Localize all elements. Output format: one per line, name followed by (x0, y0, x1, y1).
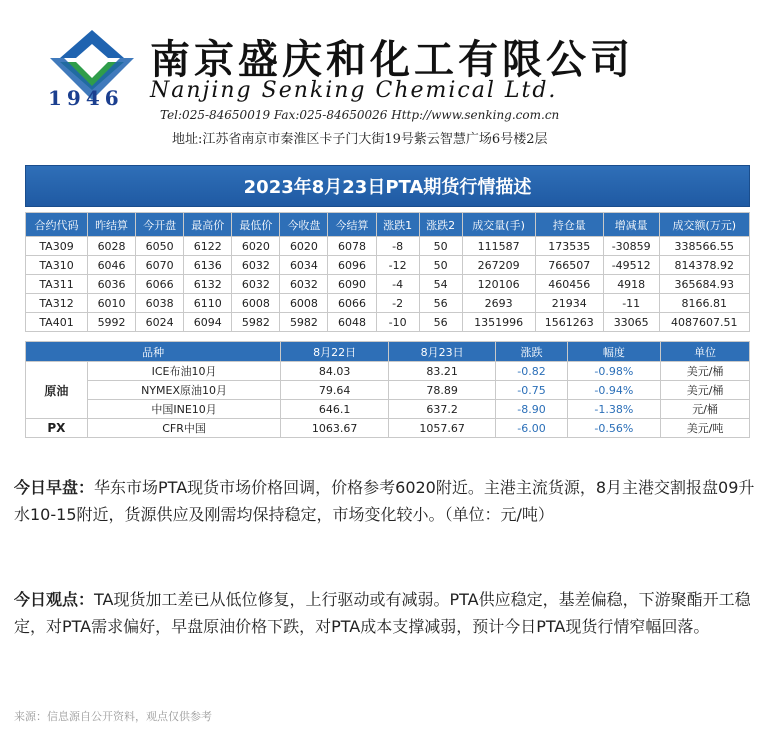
column-header: 昨结算 (88, 213, 136, 237)
morning-text: 华东市场PTA现货市场价格回调，价格参考6020附近。主港主流货源，8月主港交割报盘09升水10-15附近，货源供应及刚需均保持稳定，市场变化较小。（单位：元/吨） (14, 478, 755, 524)
table-cell: -49512 (603, 256, 659, 275)
table-cell: -0.75 (496, 381, 567, 400)
table-cell: 6090 (328, 275, 376, 294)
category-px: PX (26, 419, 88, 438)
table-cell: 56 (419, 313, 462, 332)
table-cell: 56 (419, 294, 462, 313)
table-row (26, 400, 750, 419)
table-cell: 460456 (535, 275, 603, 294)
column-header: 单位 (661, 342, 750, 362)
table-cell: 50 (419, 237, 462, 256)
column-header: 涨跌2 (419, 213, 462, 237)
table-cell: 5982 (232, 313, 280, 332)
table-cell: 6010 (88, 294, 136, 313)
table-cell: 4087607.51 (659, 313, 749, 332)
table-cell: 33065 (603, 313, 659, 332)
table-cell: 美元/桶 (661, 362, 750, 381)
table-cell: 6036 (88, 275, 136, 294)
table-cell: 6066 (136, 275, 184, 294)
futures-table (25, 212, 750, 332)
column-header: 8月22日 (281, 342, 389, 362)
table-row (26, 294, 750, 313)
table-cell: -8 (376, 237, 419, 256)
viewpoint-text: TA现货加工差已从低位修复，上行驱动或有减弱。PTA供应稳定，基差偏稳，下游聚酯开工稳定，对PTA需求偏好，早盘原油价格下跌，对PTA成本支撑减弱，预计今日PTA现货行情窄幅回落。 (14, 590, 751, 636)
logo-year: 1946 (48, 86, 124, 110)
table-cell: -10 (376, 313, 419, 332)
category-crude: 原油 (26, 362, 88, 419)
table-cell: 637.2 (388, 400, 496, 419)
table-cell: TA312 (26, 294, 88, 313)
table-cell: 646.1 (281, 400, 389, 419)
viewpoint-label: 今日观点： (14, 590, 95, 609)
column-header: 幅度 (567, 342, 661, 362)
table-cell: -4 (376, 275, 419, 294)
table-cell: 6020 (232, 237, 280, 256)
table-cell: -30859 (603, 237, 659, 256)
column-header: 合约代码 (26, 213, 88, 237)
table-row (26, 237, 750, 256)
column-header: 最高价 (184, 213, 232, 237)
table-cell: 6020 (280, 237, 328, 256)
table-row (26, 362, 750, 381)
table-cell: 111587 (462, 237, 535, 256)
letterhead (0, 0, 776, 160)
column-header: 品种 (26, 342, 281, 362)
column-header: 今收盘 (280, 213, 328, 237)
table-cell: 267209 (462, 256, 535, 275)
table-cell: 120106 (462, 275, 535, 294)
table-cell: 6078 (328, 237, 376, 256)
table-cell: -0.98% (567, 362, 661, 381)
table-cell: 6046 (88, 256, 136, 275)
table-cell: 6032 (232, 275, 280, 294)
column-header: 涨跌1 (376, 213, 419, 237)
table-cell: 5992 (88, 313, 136, 332)
table-cell: TA310 (26, 256, 88, 275)
table-cell: 814378.92 (659, 256, 749, 275)
table-cell: CFR中国 (87, 419, 281, 438)
table-cell: 83.21 (388, 362, 496, 381)
column-header: 涨跌 (496, 342, 567, 362)
table-cell: 6136 (184, 256, 232, 275)
column-header: 今结算 (328, 213, 376, 237)
table-cell: -11 (603, 294, 659, 313)
table-cell: 1057.67 (388, 419, 496, 438)
column-header: 成交量(手) (462, 213, 535, 237)
table-cell: 1351996 (462, 313, 535, 332)
company-name-cn: 南京盛庆和化工有限公司 (150, 36, 634, 83)
futures-header-row (26, 213, 750, 237)
table-cell: -0.94% (567, 381, 661, 400)
table-cell: 766507 (535, 256, 603, 275)
table-cell: -12 (376, 256, 419, 275)
table-cell: 6048 (328, 313, 376, 332)
table-cell: 美元/桶 (661, 381, 750, 400)
table-cell: 1561263 (535, 313, 603, 332)
table-cell: 84.03 (281, 362, 389, 381)
company-name-en: Nanjing Senking Chemical Ltd. (150, 78, 558, 103)
column-header: 持仓量 (535, 213, 603, 237)
table-cell: 6038 (136, 294, 184, 313)
table-cell: TA311 (26, 275, 88, 294)
morning-label: 今日早盘： (14, 478, 95, 497)
table-cell: 79.64 (281, 381, 389, 400)
table-cell: 6034 (280, 256, 328, 275)
table-cell: -0.82 (496, 362, 567, 381)
morning-commentary (14, 474, 766, 528)
table-cell: 4918 (603, 275, 659, 294)
table-cell: 338566.55 (659, 237, 749, 256)
column-header: 今开盘 (136, 213, 184, 237)
table-cell: 8166.81 (659, 294, 749, 313)
table-cell: 6024 (136, 313, 184, 332)
table-cell: -1.38% (567, 400, 661, 419)
table-cell: 6110 (184, 294, 232, 313)
viewpoint-commentary (14, 586, 766, 640)
table-cell: 5982 (280, 313, 328, 332)
report-title: 2023年8月23日PTA期货行情描述 (25, 165, 750, 207)
table-cell: 6032 (232, 256, 280, 275)
table-cell: -0.56% (567, 419, 661, 438)
column-header: 增减量 (603, 213, 659, 237)
table-cell: 1063.67 (281, 419, 389, 438)
table-cell: 中国INE10月 (87, 400, 281, 419)
table-row (26, 313, 750, 332)
table-cell: TA309 (26, 237, 88, 256)
table-row (26, 419, 750, 438)
column-header: 最低价 (232, 213, 280, 237)
table-cell: 6094 (184, 313, 232, 332)
contact-info: Tel:025-84650019 Fax:025-84650026 Http://www.senking.com.cn (160, 108, 560, 122)
table-cell: 6132 (184, 275, 232, 294)
table-cell: 6050 (136, 237, 184, 256)
table-cell: 6096 (328, 256, 376, 275)
table-cell: 6070 (136, 256, 184, 275)
table-cell: 6028 (88, 237, 136, 256)
table-cell: ICE布油10月 (87, 362, 281, 381)
table-cell: TA401 (26, 313, 88, 332)
table-cell: 6008 (280, 294, 328, 313)
spot-header-row (26, 342, 750, 362)
table-cell: 6032 (280, 275, 328, 294)
table-cell: 6066 (328, 294, 376, 313)
table-cell: 美元/吨 (661, 419, 750, 438)
table-row (26, 381, 750, 400)
column-header: 成交额(万元) (659, 213, 749, 237)
table-cell: 78.89 (388, 381, 496, 400)
table-cell: 元/桶 (661, 400, 750, 419)
table-cell: -6.00 (496, 419, 567, 438)
table-cell: -8.90 (496, 400, 567, 419)
table-cell: NYMEX原油10月 (87, 381, 281, 400)
table-row (26, 275, 750, 294)
spot-price-table (25, 341, 750, 438)
table-cell: 54 (419, 275, 462, 294)
table-cell: 6122 (184, 237, 232, 256)
table-cell: 21934 (535, 294, 603, 313)
column-header: 8月23日 (388, 342, 496, 362)
table-cell: -2 (376, 294, 419, 313)
table-cell: 365684.93 (659, 275, 749, 294)
source-note: 来源：信息源自公开资料，观点仅供参考 (14, 710, 212, 723)
company-address: 地址:江苏省南京市秦淮区卡子门大街19号紫云智慧广场6号楼2层 (172, 132, 548, 147)
table-cell: 50 (419, 256, 462, 275)
table-cell: 6008 (232, 294, 280, 313)
table-cell: 2693 (462, 294, 535, 313)
table-row (26, 256, 750, 275)
table-cell: 173535 (535, 237, 603, 256)
